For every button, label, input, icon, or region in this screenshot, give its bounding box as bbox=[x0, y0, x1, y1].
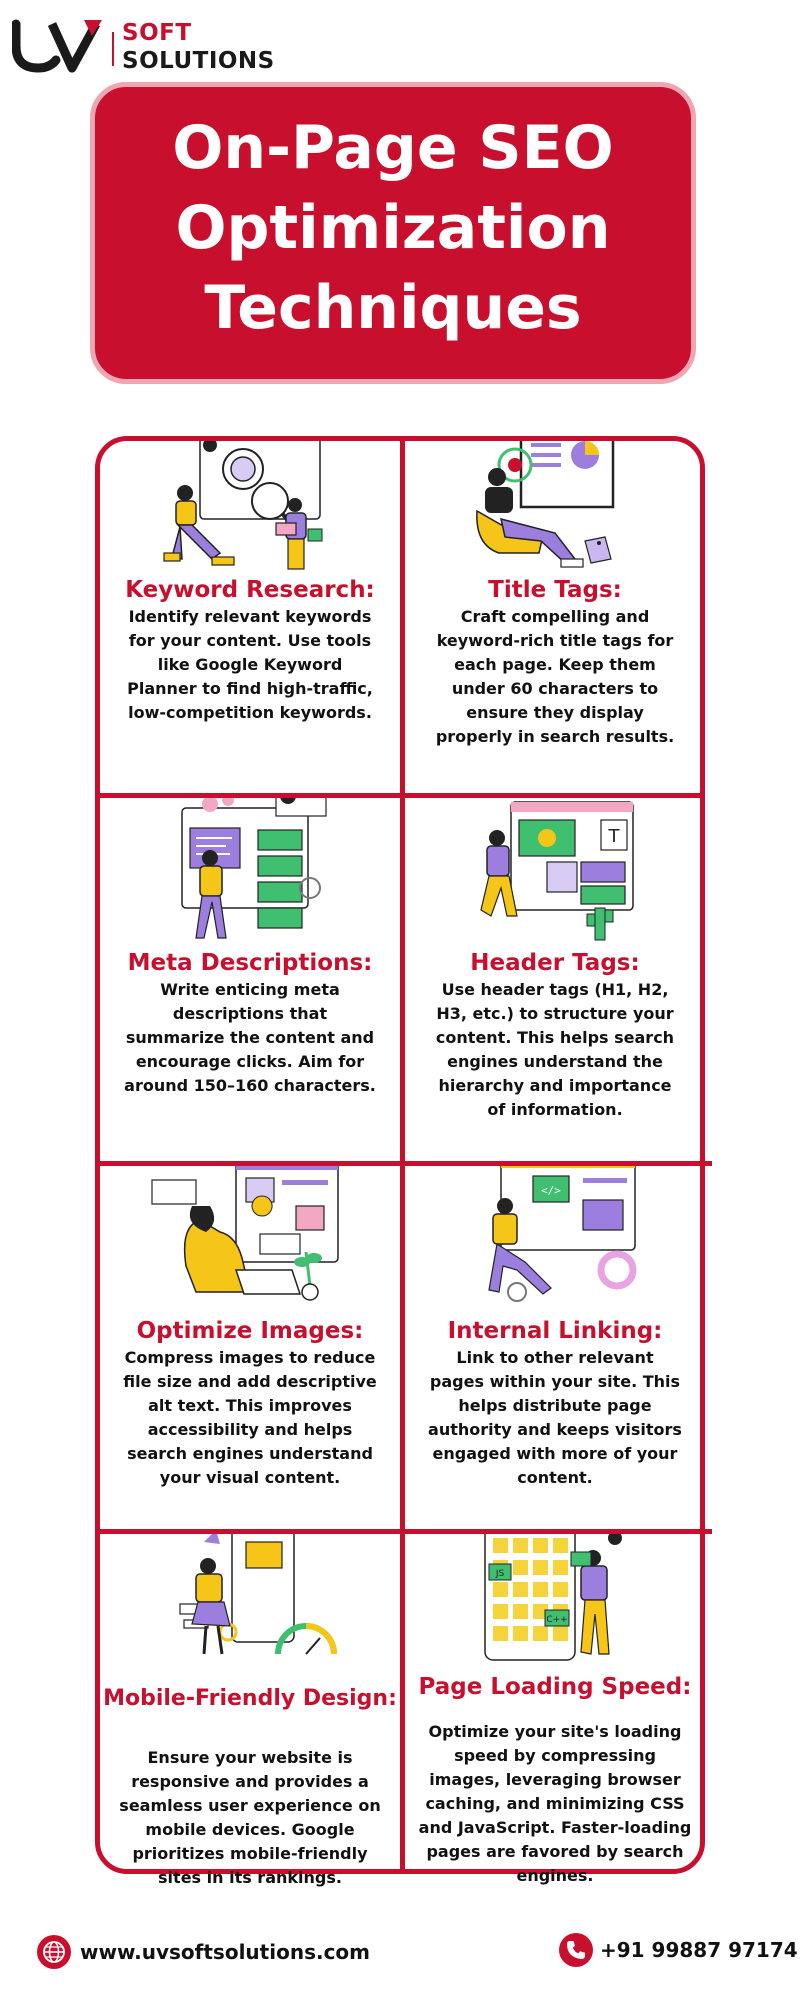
title-tags-illustration bbox=[405, 441, 705, 591]
section-body: Optimize your site's loading speed by compressing images, leveraging browser caching, and minimizing CSS and JavaScript. Faster-loading pages are favored by search engines. bbox=[418, 1722, 692, 1885]
app-tile bbox=[513, 1626, 528, 1641]
phone-number[interactable]: +91 99887 97174 bbox=[600, 1938, 798, 1962]
app-tile bbox=[493, 1626, 508, 1641]
svg-text:T: T bbox=[608, 826, 620, 847]
section-mobile-friendly-design bbox=[100, 1534, 400, 1887]
app-tile bbox=[553, 1538, 568, 1553]
section-heading: Optimize Images: bbox=[136, 1318, 364, 1344]
techniques-grid bbox=[95, 436, 705, 1887]
app-tile bbox=[533, 1626, 548, 1641]
section-body: Compress images to reduce file size and add descriptive alt text. This improves accessibility and helps search engines understand your visual content. bbox=[123, 1348, 377, 1487]
uv-logo-icon bbox=[12, 16, 104, 74]
section-body: Write enticing meta descriptions that summarize the content and encourage clicks. Aim for around 150–160 characters. bbox=[124, 980, 376, 1095]
section-header-tags bbox=[405, 798, 705, 1161]
app-tile bbox=[533, 1560, 548, 1575]
section-body: Link to other relevant pages within your site. This helps distribute page authority and keeps visitors engaged with more of your content. bbox=[428, 1348, 682, 1487]
header-tags-illustration bbox=[405, 798, 705, 948]
optimize-images-illustration bbox=[100, 1166, 400, 1316]
app-tile bbox=[493, 1604, 508, 1619]
logo-text-solutions: SOLUTIONS bbox=[122, 48, 275, 74]
section-internal-linking bbox=[405, 1166, 705, 1529]
section-heading: Page Loading Speed: bbox=[418, 1674, 692, 1700]
js-code-label: JS bbox=[495, 1569, 505, 1579]
mobile-friendly-illustration bbox=[100, 1534, 400, 1684]
section-body: Ensure your website is responsive and provides a seamless user experience on mobile devices. Google prioritizes mobile-friendly sites in its rankings. bbox=[119, 1748, 381, 1887]
section-heading: Header Tags: bbox=[470, 950, 640, 976]
app-tile bbox=[533, 1582, 548, 1597]
section-meta-descriptions bbox=[100, 798, 400, 1161]
section-optimize-images bbox=[100, 1166, 400, 1529]
section-heading: Title Tags: bbox=[488, 577, 622, 603]
section-heading: Internal Linking: bbox=[447, 1318, 663, 1344]
app-tile bbox=[493, 1582, 508, 1597]
app-tile bbox=[513, 1604, 528, 1619]
app-tile bbox=[513, 1538, 528, 1553]
section-page-loading-speed bbox=[405, 1534, 705, 1885]
meta-descriptions-illustration bbox=[100, 798, 400, 948]
section-keyword-research bbox=[100, 441, 400, 793]
website-link[interactable]: www.uvsoftsolutions.com bbox=[80, 1940, 370, 1964]
keyword-research-illustration bbox=[100, 441, 400, 591]
section-heading: Meta Descriptions: bbox=[127, 950, 373, 976]
globe-icon bbox=[36, 1934, 72, 1970]
internal-linking-illustration bbox=[405, 1166, 705, 1316]
section-heading: Keyword Research: bbox=[125, 577, 375, 603]
section-title-tags bbox=[405, 441, 705, 793]
app-tile bbox=[553, 1582, 568, 1597]
section-body: Identify relevant keywords for your content. Use tools like Google Keyword Planner to find high-traffic, low-competition keywords. bbox=[127, 607, 373, 722]
logo-divider bbox=[112, 32, 114, 66]
title-banner bbox=[90, 82, 696, 384]
cpp-code-label: C++ bbox=[546, 1615, 568, 1625]
section-body: Craft compelling and keyword-rich title tags for each page. Keep them under 60 characters to ensure they display properly in search results. bbox=[435, 607, 675, 746]
phone-icon bbox=[558, 1932, 594, 1968]
app-tile bbox=[513, 1582, 528, 1597]
svg-text:</>: </> bbox=[541, 1184, 561, 1197]
app-tile bbox=[553, 1560, 568, 1575]
page-title: On-Page SEO Optimization Techniques bbox=[172, 113, 614, 343]
app-tile bbox=[493, 1538, 508, 1553]
section-heading: Mobile-Friendly Design: bbox=[103, 1686, 397, 1711]
app-tile bbox=[533, 1538, 548, 1553]
page-loading-speed-illustration bbox=[405, 1534, 705, 1684]
app-tile bbox=[553, 1626, 568, 1641]
company-logo bbox=[12, 14, 275, 74]
section-body: Use header tags (H1, H2, H3, etc.) to structure your content. This helps search engines understand the hierarchy and importance of information. bbox=[435, 980, 675, 1119]
app-tile bbox=[513, 1560, 528, 1575]
logo-text-soft: SOFT bbox=[122, 20, 192, 46]
